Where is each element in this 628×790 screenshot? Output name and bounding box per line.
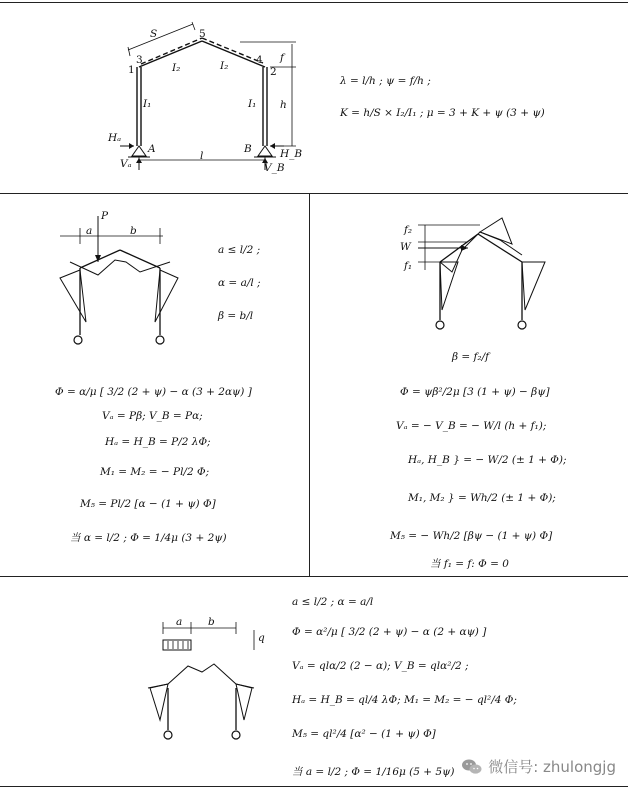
label-f1: f₁ — [404, 260, 413, 272]
label-f2: f₂ — [404, 224, 413, 236]
condition-a-le-half: a ≤ l/2 ; — [218, 244, 261, 256]
label-va: Vₐ — [120, 158, 132, 170]
label-i2-right: I₂ — [220, 60, 229, 72]
formula-lambda-psi: λ = l/h ; ψ = f/h ; — [340, 75, 431, 87]
formula-beta: β = f₂/f — [452, 351, 490, 363]
formula-reactions-v: Vₐ = Pβ; V_B = Pα; — [102, 410, 203, 422]
wechat-icon — [461, 758, 483, 776]
formula-phi: Φ = ψβ²/2μ [3 (1 + ψ) − βψ] — [400, 386, 550, 398]
label-b: b — [208, 616, 215, 628]
formula-k-mu: K = h/S × I₂/I₁ ; μ = 3 + K + ψ (3 + ψ) — [340, 107, 545, 119]
label-i1-left: I₁ — [143, 98, 152, 110]
label-p: P — [101, 210, 109, 222]
label-node-3: 3 — [136, 54, 143, 66]
label-s: S — [150, 28, 158, 40]
watermark — [461, 756, 616, 777]
formula-moment-5: M₅ = Pl/2 [α − (1 + ψ) Φ] — [80, 498, 216, 510]
label-h: h — [280, 99, 287, 111]
formula-special-case: 当 f₁ = f: Φ = 0 — [430, 558, 509, 570]
formula-reactions-h-moments: Hₐ = H_B = ql/4 λΦ; M₁ = M₂ = − ql²/4 Φ; — [292, 694, 517, 706]
formula-reactions-v: Vₐ = qlα/2 (2 − α); V_B = qlα²/2 ; — [292, 660, 469, 672]
label-b: B — [244, 143, 252, 155]
label-node-5: 5 — [199, 28, 206, 40]
formula-moments-12: M₁, M₂ } = Wh/2 (± 1 + Φ); — [408, 492, 556, 504]
formula-reactions-h: Hₐ = H_B = P/2 λΦ; — [105, 436, 211, 448]
formula-conditions: a ≤ l/2 ; α = a/l — [292, 596, 374, 608]
label-f: f — [280, 52, 284, 64]
formula-moment-5: M₅ = ql²/4 [α² − (1 + ψ) Φ] — [292, 728, 436, 740]
label-q: q — [258, 632, 265, 644]
label-w: W — [400, 241, 411, 253]
formula-moment-5: M₅ = − Wh/2 [βψ − (1 + ψ) Φ] — [390, 530, 553, 542]
label-l: l — [200, 150, 204, 162]
label-a: a — [86, 225, 93, 237]
formula-special-case: 当 α = l/2 ; Φ = 1/4μ (3 + 2ψ) — [70, 532, 227, 544]
label-i2-left: I₂ — [172, 62, 181, 74]
label-node-2: 2 — [270, 66, 277, 78]
formula-phi: Φ = α/μ [ 3/2 (2 + ψ) − α (3 + 2αψ) ] — [55, 386, 252, 398]
label-a: a — [176, 616, 183, 628]
condition-beta: β = b/l — [218, 310, 254, 322]
label-ha: Hₐ — [108, 132, 122, 144]
label-a: A — [148, 143, 156, 155]
label-i1-right: I₁ — [248, 98, 257, 110]
label-node-4: 4 — [256, 54, 263, 66]
watermark-text: 微信号: zhulongjg — [488, 758, 616, 776]
formula-moments-12: M₁ = M₂ = − Pl/2 Φ; — [100, 466, 210, 478]
condition-alpha: α = a/l ; — [218, 277, 261, 289]
formula-reactions-h: Hₐ, H_B } = − W/2 (± 1 + Φ); — [408, 454, 567, 466]
formula-special-case: 当 a = l/2 ; Φ = 1/16μ (5 + 5ψ) — [292, 766, 455, 778]
formula-phi: Φ = α²/μ [ 3/2 (2 + ψ) − α (2 + αψ) ] — [292, 626, 487, 638]
label-node-1: 1 — [128, 64, 135, 76]
label-vb: V_B — [264, 162, 285, 174]
label-b: b — [130, 225, 137, 237]
label-hb: H_B — [280, 148, 303, 160]
formula-reactions-v: Vₐ = − V_B = − W/l (h + f₁); — [396, 420, 547, 432]
